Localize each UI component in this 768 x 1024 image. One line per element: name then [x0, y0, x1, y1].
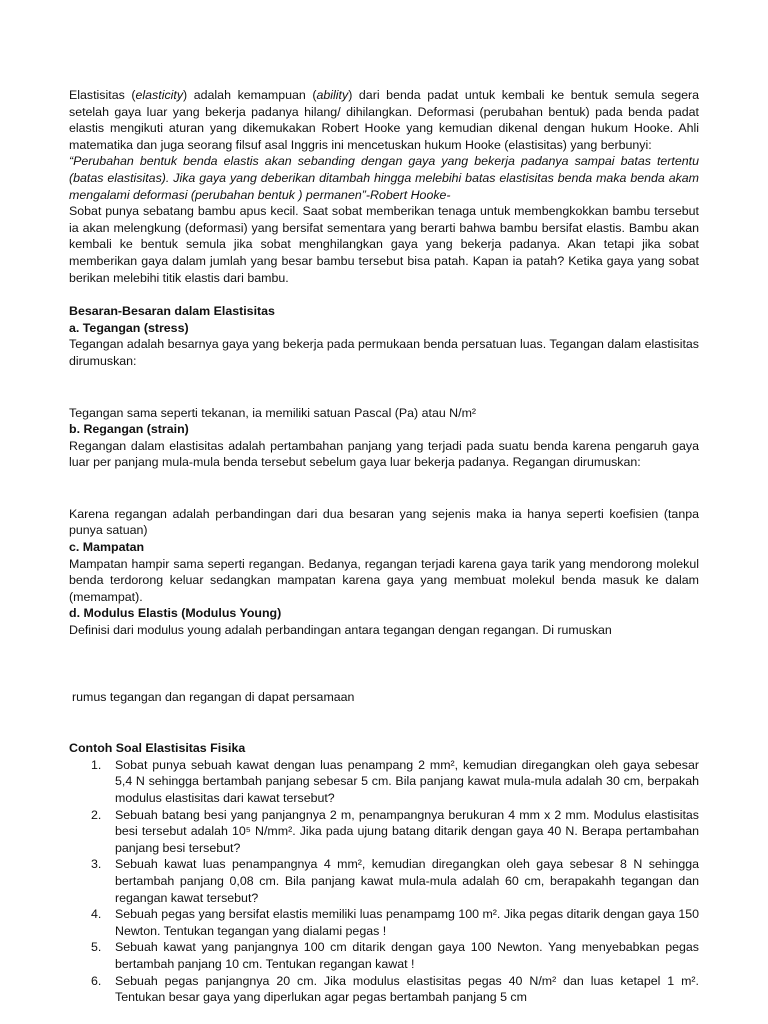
bamboo-paragraph: Sobat punya sebatang bambu apus kecil. Saat sobat memberikan tenaga untuk membengkokkan bambu tersebut ia akan melengkung (deformasi) yang bersifat sementara yang berarti bahwa bambu bersifat elastis. Bambu akan kembali ke bentuk semula jika sobat menghilangkan gaya yang bekerja padanya. Akan tetapi jika sobat memberikan gaya dalam jumlah yang besar bambu tersebut bisa patah. Kapan ia patah? Ketika gaya yang sobat berikan melebihi titik elastis dari bambu. — [69, 204, 699, 285]
list-item: 4. Sebuah pegas yang bersifat elastis memiliki luas penampamg 100 m². Jika pegas ditarik dengan gaya 150 Newton. Tentukan tegangan yang dialami pegas ! — [91, 907, 699, 938]
intro-text: ) dari benda padat untuk kembali ke bentuk semula segera setelah gaya luar yang bekerja padanya hilang/ dihilangkan. Deformasi (perubahan bentuk) pada benda padat elastis mengikuti aturan yang dikemukakan Robert Hooke yang kemudian dikenal dengan hukum Hooke. Ahli matematika dan juga seorang filsuf asal Inggris ini mencetuskan hukum Hooke (elastisitas) yang berbunyi: — [69, 88, 699, 152]
examples-title: Contoh Soal Elastisitas Fisika — [69, 741, 246, 756]
subsection-d-text: Definisi dari modulus young adalah perbandingan antara tegangan dengan regangan. Di rumuskan — [69, 623, 612, 638]
list-item: 6. Sebuah pegas panjangnya 20 cm. Jika modulus elastisitas pegas 40 N/m² dan luas ketapel 1 m². Tentukan besar gaya yang diperlukan agar pegas bertambah panjang 5 cm — [91, 973, 699, 1005]
intro-paragraph — [69, 87, 699, 153]
formula-placeholder — [69, 370, 699, 405]
subsection-a-after: Tegangan sama seperti tekanan, ia memiliki satuan Pascal (Pa) atau N/m² — [69, 405, 477, 420]
section-title: Besaran-Besaran dalam Elastisitas — [69, 304, 275, 319]
formula-placeholder — [69, 471, 699, 506]
subsection-d-title: d. Modulus Elastis (Modulus Young) — [69, 606, 282, 621]
intro-term-ability: ability — [316, 88, 349, 102]
list-item: 1. Sobat punya sebuah kawat dengan luas penampang 2 mm², kemudian diregangkan oleh gaya sebesar 5,4 N sehingga bertambah panjang sebesar 5 cm. Bila panjang kawat mula-mula adalah 30 cm, berpakah modulus elastisitas dari kawat tersebut? — [91, 757, 699, 805]
subsection-a-title: a. Tegangan (stress) — [69, 320, 189, 335]
intro-text: Elastisitas ( — [69, 88, 136, 102]
intro-text: ) adalah kemampuan ( — [183, 88, 317, 102]
document-content — [69, 87, 699, 1006]
subsection-b-title: b. Regangan (strain) — [69, 422, 189, 437]
subsection-c-title: c. Mampatan — [69, 540, 145, 555]
examples-list — [69, 757, 699, 1006]
subsection-b-text: Regangan dalam elastisitas adalah pertambahan panjang yang terjadi pada suatu benda karena pengaruh gaya luar per panjang mula-mula benda tersebut sebelum gaya luar bekerja padanya. Regangan dirumuskan: — [69, 438, 699, 470]
formula-placeholder — [69, 639, 699, 689]
subsection-c-text: Mampatan hampir sama seperti regangan. Bedanya, regangan terjadi karena gaya tarik yang mendorong molekul benda terdorong keluar sedangkan mampatan karena gaya yang membuat molekul benda masuk ke dalam (memampat). — [69, 556, 699, 604]
subsection-d-after: rumus tegangan dan regangan di dapat persamaan — [72, 689, 355, 704]
subsection-a-text: Tegangan adalah besarnya gaya yang bekerja pada permukaan benda persatuan luas. Tegangan dalam elastisitas dirumuskan: — [69, 337, 699, 368]
subsection-b-after: Karena regangan adalah perbandingan dari dua besaran yang sejenis maka ia hanya seperti koefisien (tanpa punya satuan) — [69, 506, 699, 538]
list-item: 5. Sebuah kawat yang panjangnya 100 cm ditarik dengan gaya 100 Newton. Yang menyebabkan pegas bertambah panjang 10 cm. Tentukan regangan kawat ! — [91, 940, 699, 971]
list-item: 3. Sebuah kawat luas penampangnya 4 mm², kemudian diregangkan oleh gaya sebesar 8 N sehingga bertambah panjang 0,08 cm. Bila panjang kawat mula-mula adalah 60 cm, berapakahh tegangan dan regangan kawat tersebut? — [91, 857, 699, 905]
intro-term-elasticity: elasticity — [135, 88, 184, 102]
hooke-quote: “Perubahan bentuk benda elastis akan sebanding dengan gaya yang bekerja padanya sampai batas tertentu (batas elastisitas). Jika gaya yang deberikan ditambah hingga melebihi batas elastisitas benda maka benda akam mengalami deformasi (perubahan bentuk ) permanen”-Robert Hooke- — [69, 154, 699, 202]
list-item: 2. Sebuah batang besi yang panjangnya 2 m, penampangnya berukuran 4 mm x 2 mm. Modulus elastisitas besi tersebut adalah 10⁵ N/mm². Jika pada ujung batang ditarik dengan gaya 40 N. Berapa pertambahan panjang besi tersebut? — [91, 807, 699, 855]
